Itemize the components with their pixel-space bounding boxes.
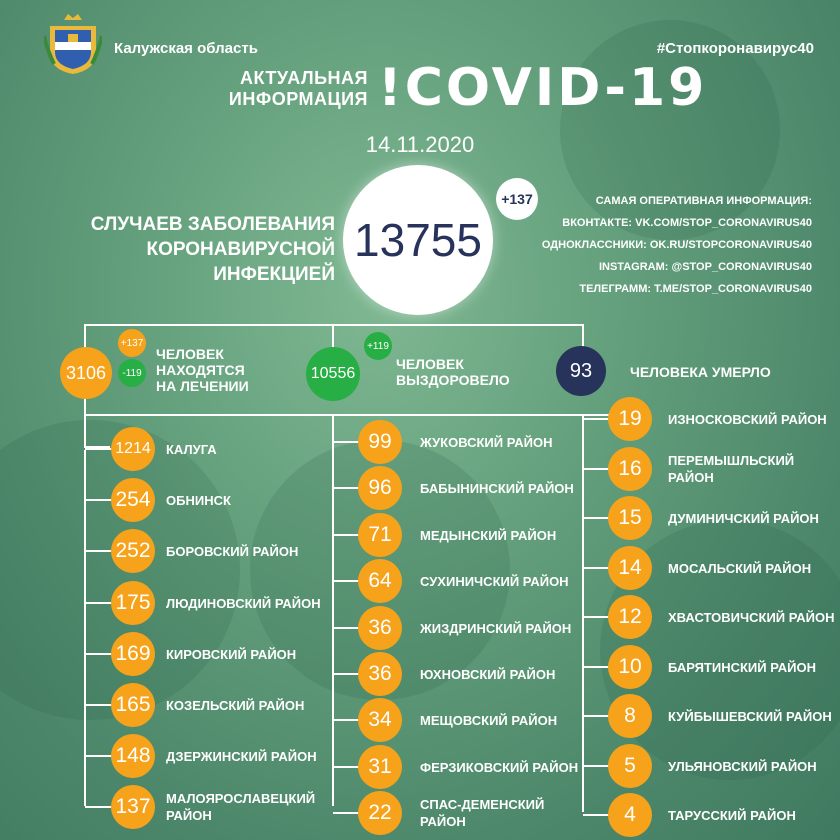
died-label: ЧЕЛОВЕКА УМЕРЛО <box>630 364 771 380</box>
recovered-circle <box>306 347 360 401</box>
treatment-plus-badge <box>118 329 146 357</box>
district-count: 36 <box>368 662 392 685</box>
treatment-minus-badge <box>118 359 146 387</box>
district-count-circle <box>608 694 652 738</box>
district-name-line1: СПАС-ДЕМЕНСКИЙ <box>420 797 545 812</box>
covid-title: !COVID-19 <box>378 58 708 118</box>
coat-of-arms-icon <box>44 12 102 76</box>
district-name <box>420 480 574 497</box>
district-name-line1: МЕЩОВСКИЙ РАЙОН <box>420 713 558 728</box>
district-count: 4 <box>624 803 636 826</box>
treatment-label-line3: НА ЛЕЧЕНИИ <box>156 378 249 394</box>
district-count: 16 <box>618 457 642 480</box>
district-name-line1: МАЛОЯРОСЛАВЕЦКИЙ <box>166 791 316 806</box>
district-name-line1: ХВАСТОВИЧСКИЙ РАЙОН <box>668 610 835 625</box>
hashtag: #Стопкоронавирус40 <box>656 40 814 57</box>
district-name-line1: ЖИЗДРИНСКИЙ РАЙОН <box>420 621 572 636</box>
recovered-label-line1: ЧЕЛОВЕК <box>396 356 464 372</box>
district-count: 15 <box>618 506 642 529</box>
district-name-line1: ТАРУССКИЙ РАЙОН <box>668 808 796 823</box>
district-name-line1: КАЛУГА <box>166 442 217 457</box>
recovered-plus-value: +119 <box>367 340 389 352</box>
info-vk: ВКОНТАКТЕ: VK.COM/STOP_CORONAVIRUS40 <box>562 217 812 229</box>
district-count-circle <box>358 791 402 835</box>
district-count-circle <box>358 559 402 603</box>
col2-spine <box>332 414 334 806</box>
district-count-circle <box>111 529 155 573</box>
district-count-circle <box>358 513 402 557</box>
district-count-circle <box>608 793 652 837</box>
district-count: 5 <box>624 754 636 777</box>
district-count-circle <box>111 785 155 829</box>
district-name <box>420 620 571 637</box>
district-name-line1: ЮХНОВСКИЙ РАЙОН <box>420 667 556 682</box>
district-count-circle <box>111 581 155 625</box>
recovered-plus-badge <box>364 332 392 360</box>
district-count-circle <box>358 606 402 650</box>
district-name-line1: БОРОВСКИЙ РАЙОН <box>166 544 299 559</box>
district-count: 96 <box>368 476 392 499</box>
district-name-line1: ИЗНОСКОВСКИЙ РАЙОН <box>668 412 827 427</box>
district-count: 36 <box>368 616 392 639</box>
recovered-label <box>396 356 510 388</box>
district-name <box>420 712 557 729</box>
district-count-circle <box>358 652 402 696</box>
district-count-circle <box>608 496 652 540</box>
district-count: 1214 <box>115 440 151 457</box>
district-name <box>166 441 217 458</box>
col1-spine <box>84 450 86 806</box>
report-date-text: 14.11.2020 <box>365 132 475 157</box>
district-name <box>668 609 835 626</box>
district-name <box>166 790 315 824</box>
district-name <box>166 543 298 560</box>
district-count: 14 <box>618 556 642 579</box>
connector-top-line <box>84 324 584 326</box>
district-name-line2: РАЙОН <box>668 470 714 485</box>
district-name <box>668 807 796 824</box>
district-count-circle <box>358 745 402 789</box>
district-count: 22 <box>368 801 392 824</box>
district-name <box>420 796 544 830</box>
recovered-value: 10556 <box>310 365 356 382</box>
district-name <box>166 595 321 612</box>
district-count-circle <box>608 645 652 689</box>
cases-delta-badge <box>496 178 538 220</box>
col3-spine <box>582 414 584 812</box>
district-name-line1: ОБНИНСК <box>166 493 231 508</box>
district-count-circle <box>608 397 652 441</box>
district-count: 99 <box>368 430 392 453</box>
district-name-line1: СУХИНИЧСКИЙ РАЙОН <box>420 574 569 589</box>
district-count: 19 <box>618 407 642 430</box>
info-telegram: ТЕЛЕГРАММ: T.ME/STOP_CORONAVIRUS40 <box>579 283 812 295</box>
treatment-minus-value: -119 <box>122 367 142 379</box>
title-line1: АКТУАЛЬНАЯ <box>240 68 368 88</box>
district-count: 137 <box>115 795 151 818</box>
cases-label <box>30 212 335 287</box>
district-name-line1: УЛЬЯНОВСКИЙ РАЙОН <box>668 759 817 774</box>
district-count-circle <box>111 427 155 471</box>
district-name <box>668 452 794 486</box>
district-name <box>668 411 827 428</box>
district-count: 175 <box>115 591 151 614</box>
district-count-circle <box>608 546 652 590</box>
district-name <box>668 758 817 775</box>
col1-top-link <box>84 414 86 446</box>
cases-label-line2: КОРОНАВИРУСНОЙ ИНФЕКЦИЕЙ <box>146 239 335 285</box>
total-cases-circle <box>343 165 493 315</box>
treatment-plus-value: +137 <box>120 337 144 349</box>
info-heading: САМАЯ ОПЕРАТИВНАЯ ИНФОРМАЦИЯ: <box>595 195 812 207</box>
district-count-circle <box>358 698 402 742</box>
district-name-line1: КИРОВСКИЙ РАЙОН <box>166 647 297 662</box>
district-count: 252 <box>115 539 151 562</box>
info-ok: ОДНОКЛАССНИКИ: OK.RU/STOPCORONAVIRUS40 <box>541 239 812 251</box>
district-name-line1: МЕДЫНСКИЙ РАЙОН <box>420 528 557 543</box>
district-name <box>166 492 231 509</box>
district-name-line2: РАЙОН <box>166 808 212 823</box>
treatment-circle <box>60 347 112 399</box>
title-line2: ИНФОРМАЦИЯ <box>228 89 368 109</box>
district-count-circle <box>608 595 652 639</box>
title-actual <box>228 68 368 110</box>
info-instagram: INSTAGRAM: @STOP_CORONAVIRUS40 <box>598 261 812 273</box>
district-count: 10 <box>618 655 642 678</box>
district-name-line1: ДЗЕРЖИНСКИЙ РАЙОН <box>166 749 317 764</box>
district-count-circle <box>111 478 155 522</box>
treatment-label-line2: НАХОДЯТСЯ <box>156 362 245 378</box>
treatment-value: 3106 <box>65 362 107 383</box>
total-cases-value: 13755 <box>354 214 482 266</box>
recovered-label-line2: ВЫЗДОРОВЕЛО <box>396 372 510 388</box>
district-count: 148 <box>115 744 151 767</box>
district-name <box>166 748 317 765</box>
district-name <box>668 708 832 725</box>
district-name <box>420 434 552 451</box>
district-name <box>420 666 555 683</box>
treatment-label <box>156 346 249 394</box>
cases-delta-value: +137 <box>501 191 533 207</box>
district-count: 31 <box>368 755 392 778</box>
district-name-line2: РАЙОН <box>420 814 466 829</box>
district-count-circle <box>608 744 652 788</box>
district-name-line1: КОЗЕЛЬСКИЙ РАЙОН <box>166 698 305 713</box>
district-name <box>420 573 569 590</box>
region-name: Калужская область <box>114 40 258 57</box>
cases-label-line1: СЛУЧАЕВ ЗАБОЛЕВАНИЯ <box>90 214 335 235</box>
district-count-circle <box>111 683 155 727</box>
district-name-line1: БАРЯТИНСКИЙ РАЙОН <box>668 660 816 675</box>
district-count: 8 <box>624 704 636 727</box>
district-name-line1: ДУМИНИЧСКИЙ РАЙОН <box>668 511 819 526</box>
district-name-line1: МОСАЛЬСКИЙ РАЙОН <box>668 561 812 576</box>
district-name <box>420 759 578 776</box>
district-count-circle <box>111 632 155 676</box>
district-count-circle <box>608 447 652 491</box>
district-count-circle <box>358 420 402 464</box>
district-count: 34 <box>368 708 392 731</box>
district-name <box>668 560 811 577</box>
district-name-line1: КУЙБЫШЕВСКИЙ РАЙОН <box>668 709 832 724</box>
district-name <box>668 659 816 676</box>
district-name <box>668 510 819 527</box>
district-name <box>420 527 556 544</box>
district-name-line1: ЛЮДИНОВСКИЙ РАЙОН <box>166 596 321 611</box>
died-value: 93 <box>569 359 593 382</box>
district-count: 169 <box>115 642 151 665</box>
report-date <box>0 132 840 158</box>
district-count: 12 <box>618 605 642 628</box>
died-circle <box>556 346 606 396</box>
district-count: 64 <box>368 569 392 592</box>
connector-bottom-line <box>84 414 612 416</box>
district-name <box>166 646 296 663</box>
district-count-circle <box>111 734 155 778</box>
info-block <box>542 190 812 300</box>
district-count-circle <box>358 466 402 510</box>
district-count: 254 <box>115 488 151 511</box>
district-count: 165 <box>115 693 151 716</box>
district-name <box>166 697 304 714</box>
district-name-line1: ФЕРЗИКОВСКИЙ РАЙОН <box>420 760 579 775</box>
district-count: 71 <box>368 523 392 546</box>
district-name-line1: ПЕРЕМЫШЛЬСКИЙ <box>668 453 795 468</box>
treatment-label-line1: ЧЕЛОВЕК <box>156 346 224 362</box>
district-name-line1: БАБЫНИНСКИЙ РАЙОН <box>420 481 574 496</box>
district-name-line1: ЖУКОВСКИЙ РАЙОН <box>420 435 553 450</box>
